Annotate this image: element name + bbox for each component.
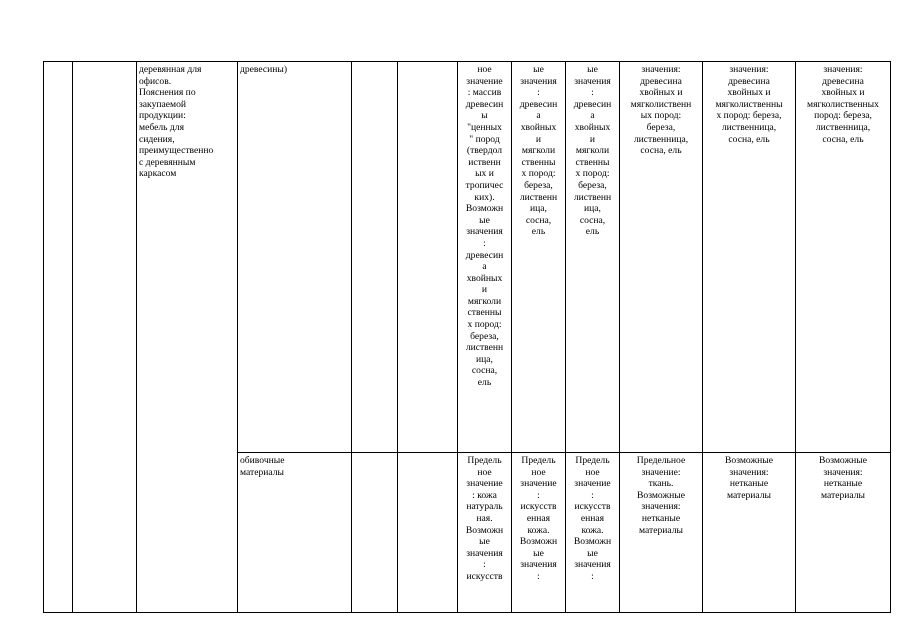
value-cell: Предель ное значение : искусств енная кожа. Возможн ые значения : bbox=[566, 453, 620, 613]
value-cell: ые значения : древесин а хвойных и мягколи ственны х пород: береза, лиственн ица, сосна, ель bbox=[566, 62, 620, 453]
value-cell: значения: древесина хвойных и мягколиственны х пород: береза, лиственница, сосна, ель bbox=[703, 62, 796, 453]
empty-cell-number bbox=[44, 62, 73, 613]
empty-cell-code bbox=[73, 62, 137, 613]
value-cell: Предельное значение: ткань. Возможные значения: нетканые материалы bbox=[620, 453, 703, 613]
characteristic-name-cell: древесины) bbox=[238, 62, 352, 453]
characteristic-name-cell: обивочные материалы bbox=[238, 453, 352, 613]
value-cell: Возможные значения: нетканые материалы bbox=[703, 453, 796, 613]
value-cell: Предель ное значение : кожа натураль ная. Возможн ые значения : искусств bbox=[458, 453, 512, 613]
value-cell: Предель ное значение : искусств енная кожа. Возможн ые значения : bbox=[512, 453, 566, 613]
value-cell: ное значение : массив древесин ы "ценных " пород (твердол иственн ых и тропичес ких). Возможн ые значения : древесин а хвойных и мягколи ственны х пород: береза, лиственн ица, сосна, ель bbox=[458, 62, 512, 453]
table-row bbox=[44, 62, 891, 453]
specification-table bbox=[43, 61, 891, 613]
empty-cell bbox=[352, 453, 398, 613]
empty-cell bbox=[398, 453, 458, 613]
empty-cell bbox=[352, 62, 398, 453]
value-cell: Возможные значения: нетканые материалы bbox=[796, 453, 891, 613]
value-cell: значения: древесина хвойных и мягколиственн ых пород: береза, лиственница, сосна, ель bbox=[620, 62, 703, 453]
empty-cell bbox=[398, 62, 458, 453]
value-cell: ые значения : древесин а хвойных и мягколи ственны х пород: береза, лиственн ица, сосна, ель bbox=[512, 62, 566, 453]
item-description-cell: деревянная для офисов. Пояснения по закупаемой продукции: мебель для сидения, преимущественно с деревянным каркасом bbox=[137, 62, 238, 613]
value-cell: значения: древесина хвойных и мягколиственных пород: береза, лиственница, сосна, ель bbox=[796, 62, 891, 453]
